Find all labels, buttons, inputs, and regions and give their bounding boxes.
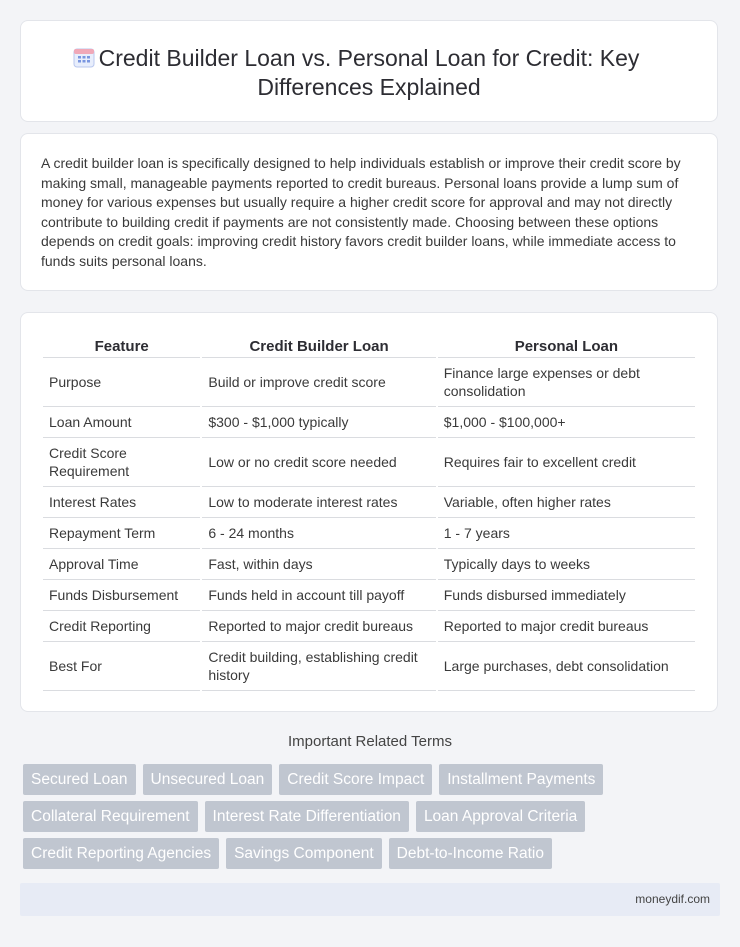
header-feature: Feature xyxy=(43,333,200,358)
tag-unsecured-loan[interactable]: Unsecured Loan xyxy=(143,764,273,795)
tag-loan-approval-criteria[interactable]: Loan Approval Criteria xyxy=(416,801,585,832)
tag-savings-component[interactable]: Savings Component xyxy=(226,838,382,869)
table-cell: Purpose xyxy=(43,358,200,407)
tag-debt-to-income-ratio[interactable]: Debt-to-Income Ratio xyxy=(389,838,552,869)
table-cell: Interest Rates xyxy=(43,487,200,518)
related-terms-tags xyxy=(23,764,723,875)
table-cell: Credit building, establishing credit history xyxy=(202,642,435,691)
table-cell: Variable, often higher rates xyxy=(438,487,695,518)
tag-collateral-requirement[interactable]: Collateral Requirement xyxy=(23,801,198,832)
table-cell: Low to moderate interest rates xyxy=(202,487,435,518)
header-credit-builder: Credit Builder Loan xyxy=(202,333,435,358)
tag-interest-rate-differentiation[interactable]: Interest Rate Differentiation xyxy=(205,801,409,832)
table-cell: Reported to major credit bureaus xyxy=(438,611,695,642)
table-cell: $300 - $1,000 typically xyxy=(202,407,435,438)
table-row xyxy=(43,642,695,691)
table-cell: Best For xyxy=(43,642,200,691)
comparison-table xyxy=(41,333,697,691)
tag-row xyxy=(23,764,723,795)
title-card xyxy=(20,20,718,122)
table-row xyxy=(43,407,695,438)
table-cell: 6 - 24 months xyxy=(202,518,435,549)
table-cell: Funds Disbursement xyxy=(43,580,200,611)
table-cell: 1 - 7 years xyxy=(438,518,695,549)
footer xyxy=(20,883,720,916)
table-cell: Credit Reporting xyxy=(43,611,200,642)
table-row xyxy=(43,580,695,611)
footer-site[interactable]: moneydif.com xyxy=(635,892,710,906)
table-cell: Requires fair to excellent credit xyxy=(438,438,695,487)
table-row xyxy=(43,438,695,487)
table-row xyxy=(43,549,695,580)
table-cell: Loan Amount xyxy=(43,407,200,438)
table-cell: Repayment Term xyxy=(43,518,200,549)
table-row xyxy=(43,487,695,518)
intro-paragraph: A credit builder loan is specifically designed to help individuals establish or improve their credit score by making small, manageable payments reported to credit bureaus. Personal loans provide a lump sum of money for various expenses but usually require a higher credit score for approval and may not directly contribute to building credit if payments are not consistently made. Choosing between these options depends on credit goals: improving credit history favors credit builder loans, while immediate access to funds suits personal loans. xyxy=(41,155,681,269)
tag-row xyxy=(23,838,723,869)
table-cell: Low or no credit score needed xyxy=(202,438,435,487)
table-cell: Finance large expenses or debt consolidation xyxy=(438,358,695,407)
tag-secured-loan[interactable]: Secured Loan xyxy=(23,764,136,795)
comparison-card xyxy=(20,312,718,712)
table-header-row xyxy=(43,333,695,358)
table-row xyxy=(43,518,695,549)
table-cell: Typically days to weeks xyxy=(438,549,695,580)
tag-row xyxy=(23,801,723,832)
table-cell: $1,000 - $100,000+ xyxy=(438,407,695,438)
tag-credit-score-impact[interactable]: Credit Score Impact xyxy=(279,764,432,795)
table-cell: Funds held in account till payoff xyxy=(202,580,435,611)
page-title: Credit Builder Loan vs. Personal Loan for Credit: Key Differences Explained xyxy=(98,45,640,100)
table-cell: Fast, within days xyxy=(202,549,435,580)
tag-installment-payments[interactable]: Installment Payments xyxy=(439,764,603,795)
intro-card xyxy=(20,133,718,291)
table-cell: Build or improve credit score xyxy=(202,358,435,407)
related-terms-heading: Important Related Terms xyxy=(288,733,452,750)
table-row xyxy=(43,358,695,407)
table-cell: Approval Time xyxy=(43,549,200,580)
table-cell: Funds disbursed immediately xyxy=(438,580,695,611)
table-row xyxy=(43,611,695,642)
tag-credit-reporting-agencies[interactable]: Credit Reporting Agencies xyxy=(23,838,219,869)
header-personal: Personal Loan xyxy=(438,333,695,358)
table-cell: Large purchases, debt consolidation xyxy=(438,642,695,691)
table-cell: Credit Score Requirement xyxy=(43,438,200,487)
table-cell: Reported to major credit bureaus xyxy=(202,611,435,642)
